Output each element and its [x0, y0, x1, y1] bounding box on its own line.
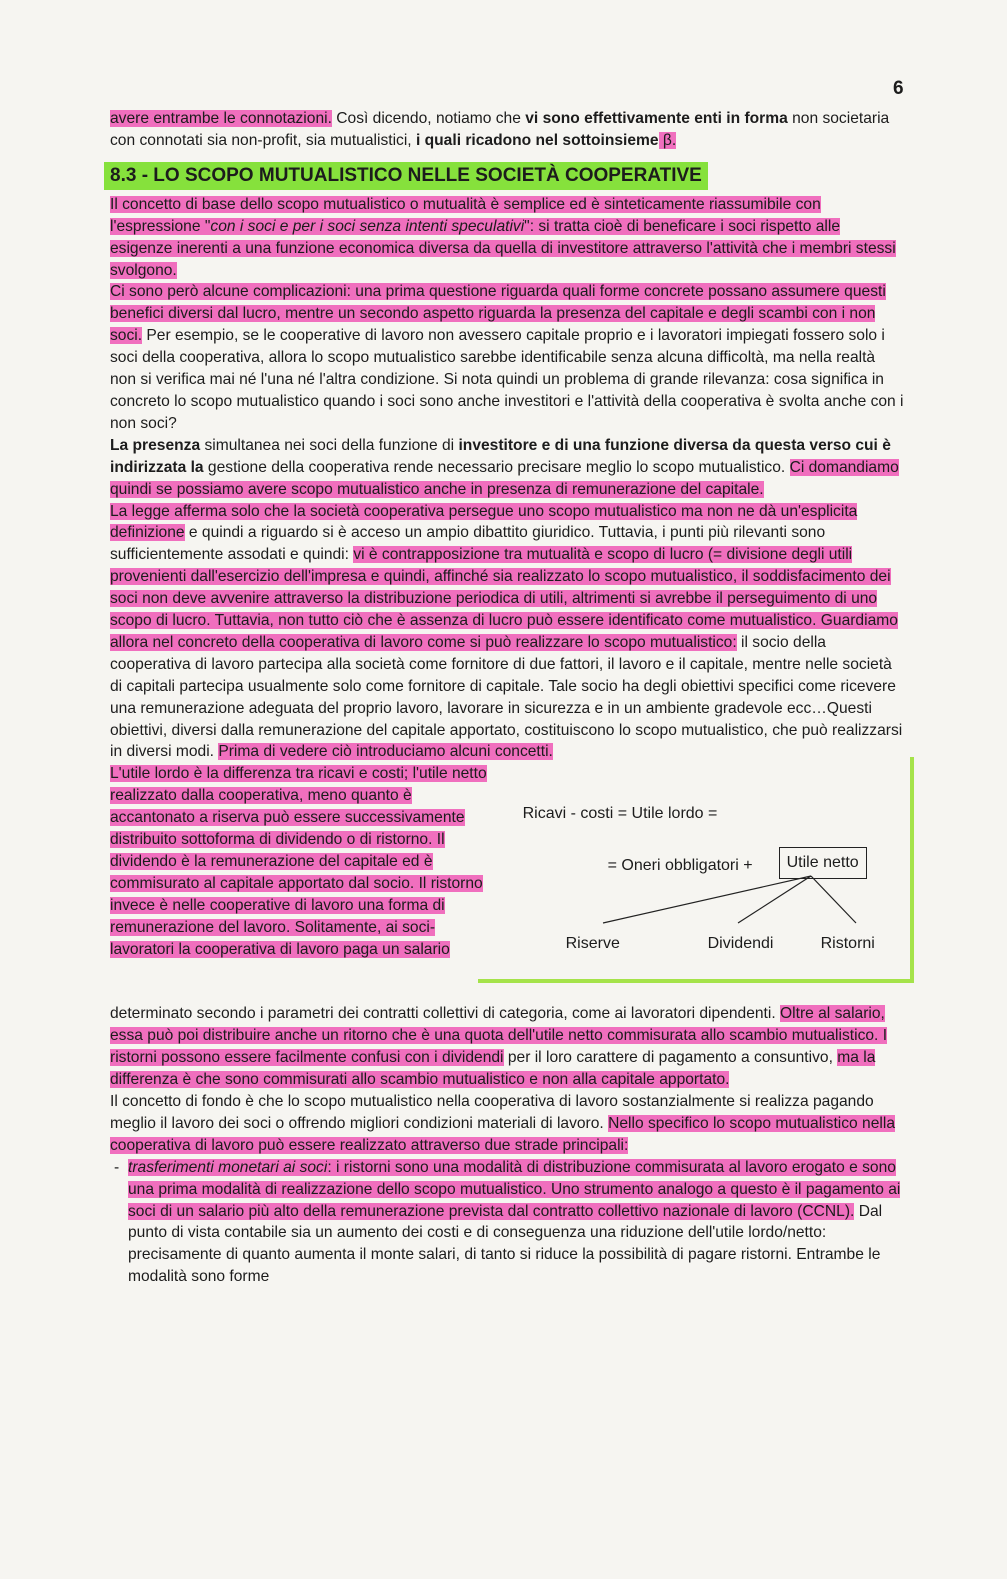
text: Per esempio, se le cooperative di lavoro non avessero capitale proprio e i lavoratori impiegati fossero solo i soci della cooperativa, allora lo scopo mutualistico sarebbe identificabile senza alcuna difficoltà, ma nella realtà non si verifica mai né l'una né l'altra condizione. Si nota quindi un problema di grande rilevanza: cosa significa in concreto lo scopo mutualistico quando i soci sono anche investitori e l'attività della cooperativa è svolta anche con i non soci? — [110, 327, 904, 432]
paragraph-law — [110, 501, 905, 764]
text: Dal punto di vista contabile sia un aumento dei costi e di conseguenza una riduzione dell'utile lordo/netto: precisamente di quanto aumenta il monte salari, di tanto si riduce la possibilità di pagare ristorni. Entrambe le modalità sono forme — [128, 1202, 883, 1286]
paragraph-complications — [110, 281, 905, 434]
highlight: vi è contrapposizione tra mutualità e scopo di lucro (= divisione degli utili provenienti dall'esercizio dell'impresa e quindi, affinché sia realizzato lo scopo mutualistico, il soddisfacimento dei soci non deve avvenire attraverso la distribuzione periodica di utili, altrimenti si avrebbe il perseguimento di uno scopo di lucro. Tuttavia, non tutto ciò che è assenza di lucro può essere identificato come mutualistico. — [110, 546, 891, 630]
diagram-out-riserve: Riserve — [565, 935, 620, 953]
highlight: Ci domandiamo quindi se possiamo avere scopo mutualistico anche in presenza di remunerazione del capitale. — [110, 458, 899, 498]
diagram-out-dividendi: Dividendi — [707, 935, 774, 953]
highlight: ": si tratta cioè di beneficare i soci rispetto alle esigenze inerenti a una funzione economica diversa da quella di investitore attraverso l'attività che i membri stessi svolgono. — [110, 217, 896, 279]
highlight: L'utile lordo è la differenza tra ricavi e costi; l'utile netto realizzato dalla cooperativa, meno quanto è accantonato a riserva può essere successivamente distribuito sottoforma di dividendo o di ristorno. Il dividendo è la remunerazione del capitale ed è commisurato al capitale apportato dal socio. Il ristorno invece è nelle cooperative di lavoro una forma di remunerazione del lavoro. Solitamente, ai soci-lavoratori la cooperativa di lavoro paga un salario — [110, 765, 487, 958]
text: il socio della cooperativa di lavoro partecipa alla società come fornitore di due fattori, il lavoro e il capitale, mentre nelle società di capitali partecipa usualmente solo come fornitore di capitale. Tale socio ha degli obiettivi specifici come ricevere una remunerazione adeguata del proprio lavoro, lavorare in sicurezza e in un ambiente gradevole ecc…Questi obiettivi, diversi dalla remunerazione del capitale apportato, costituiscono lo scopo mutualistico, che può realizzarsi in diversi modi. — [110, 633, 903, 761]
italic-highlight: con i soci e per i soci senza intenti speculativi — [210, 217, 525, 235]
highlight: Guardiamo allora nel concreto della cooperativa di lavoro come si può realizzare lo scopo mutualistico: — [110, 612, 898, 651]
text: gestione della cooperativa rende necessario precisare meglio lo scopo mutualistico. — [203, 458, 790, 476]
text: determinato secondo i parametri dei contratti collettivi di categoria, come ai lavoratori dipendenti. — [110, 1005, 781, 1023]
bold-text: i quali ricadono nel sottoinsieme — [415, 131, 659, 149]
text: Così dicendo, notiamo che — [331, 110, 526, 127]
highlight: avere entrambe le connotazioni. — [110, 110, 332, 127]
highlight: Ci sono però alcune complicazioni: una prima questione riguarda quali forme concrete possano assumere questi benefici diversi dal lucro, mentre un secondo aspetto riguarda la presenza del capitale e degli scambi con i non soci. — [110, 283, 886, 345]
page-number: 6 — [893, 78, 904, 99]
highlight: La legge afferma solo che la società cooperativa persegue uno scopo mutualistico ma non ne dà un'esplicita definizione — [110, 502, 858, 542]
bullet-list — [110, 1157, 905, 1288]
text: simultanea nei soci della funzione di — [200, 436, 459, 454]
concepts-section — [110, 763, 905, 1003]
highlight: ma la differenza è che sono commisurati allo scambio mutualistico e non alla capitale apportato. — [110, 1049, 876, 1089]
highlight: Oltre al salario, essa può poi distribuire anche un ritorno che è una quota dell'utile netto commisurata allo scambio mutualistico. I ristorni possono essere facilmente confusi con i dividendi — [110, 1005, 888, 1067]
text: non societaria con connotati sia non-profit, sia mutualistici, — [110, 110, 890, 149]
diagram-out-ristorni: Ristorni — [820, 935, 875, 953]
diagram-arrows — [488, 763, 908, 993]
highlight: β. — [658, 131, 677, 149]
paragraph-concept — [110, 1091, 905, 1157]
paragraph-intro — [110, 108, 905, 152]
paragraph-definition — [110, 194, 905, 282]
bold-text: vi sono effettivamente enti in forma — [525, 110, 788, 127]
text: per il loro carattere di pagamento a consuntivo, — [503, 1049, 838, 1067]
profit-diagram — [488, 763, 905, 1003]
concepts-text — [110, 763, 488, 1003]
highlight: : i ristorni sono una modalità di distribuzione commisurata al lavoro erogato e sono una prima modalità di realizzazione dello scopo mutualistico. Uno strumento analogo a questo è il pagamento ai soci di un salario più alto della remunerazione prevista dal contratto collettivo nazionale di lavoro (CCNL). — [128, 1158, 901, 1220]
paragraph-salary — [110, 1003, 905, 1091]
highlight: Nello specifico lo scopo mutualistico nella cooperativa di lavoro può essere realizzato attraverso due strade principali: — [110, 1114, 895, 1154]
highlight: Prima di vedere ciò introduciamo alcuni concetti. — [218, 743, 553, 761]
italic-highlight: trasferimenti monetari ai soci — [128, 1158, 328, 1176]
text: e quindi a riguardo si è acceso un ampio dibattito giuridico. Tuttavia, i punti più rilevanti sono sufficientemente assodati e quindi: — [110, 524, 826, 564]
section-heading: 8.3 - LO SCOPO MUTUALISTICO NELLE SOCIETÀ COOPERATIVE — [104, 162, 708, 190]
text: Il concetto di fondo è che lo scopo mutualistico nella cooperativa di lavoro sostanzialmente si realizza pagando meglio il lavoro dei soci o offrendo migliori condizioni materiali di lavoro. — [110, 1093, 874, 1132]
diagram-line1: Ricavi - costi = Utile lordo = — [522, 805, 718, 823]
utile-netto-box: Utile netto — [779, 847, 867, 879]
bold-text: investitore e di una funzione diversa da questa verso cui è indirizzata la — [110, 436, 891, 476]
paragraph-presence — [110, 435, 905, 501]
highlight: Il concetto di base dello scopo mutualistico o mutualità è semplice ed è sinteticamente riassumibile con l'espressione " — [110, 195, 821, 235]
document-body — [110, 108, 905, 1288]
list-item — [128, 1157, 905, 1288]
bold-text: La presenza — [110, 436, 201, 454]
diagram-line2: = Oneri obbligatori + — [607, 857, 753, 875]
